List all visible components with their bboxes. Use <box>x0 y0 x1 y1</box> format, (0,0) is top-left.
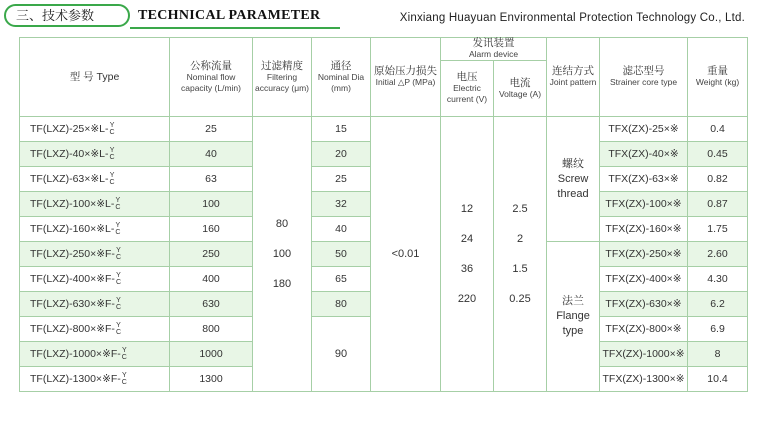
core-cell: TFX(ZX)-160×※ <box>600 217 688 242</box>
dia-cell: 65 <box>312 267 371 292</box>
model-cell: TF(LXZ)-1300×※F- Y C <box>20 367 170 392</box>
model-suffix: Y C <box>109 122 115 136</box>
accuracy-cell <box>253 117 312 392</box>
voltage-value: 24 <box>460 233 474 245</box>
col-dia-header: 通径 Nominal Dia (mm) <box>312 38 371 117</box>
weight-cell: 4.30 <box>688 267 748 292</box>
model-cell: TF(LXZ)-400×※F- Y C <box>20 267 170 292</box>
weight-cell: 0.82 <box>688 167 748 192</box>
col-current-header: 电流 Voltage (A) <box>494 61 547 117</box>
dia-cell: 40 <box>312 217 371 242</box>
model-suffix: Y C <box>115 247 121 261</box>
flow-cell: 40 <box>170 142 253 167</box>
company-name: Xinxiang Huayuan Environmental Protection Technology Co., Ltd. <box>399 12 745 24</box>
model-cell: TF(LXZ)-160×※L- Y C <box>20 217 170 242</box>
model-suffix: Y C <box>121 372 127 386</box>
table-body <box>20 117 748 392</box>
flow-cell: 630 <box>170 292 253 317</box>
core-cell: TFX(ZX)-63×※ <box>600 167 688 192</box>
accuracy-value: 180 <box>272 278 292 290</box>
dia-cell: 20 <box>312 142 371 167</box>
accuracy-value: 80 <box>275 218 289 230</box>
current-value: 2.5 <box>512 203 528 215</box>
col-accuracy-header: 过滤精度 Filtering accuracy (μm) <box>253 38 312 117</box>
weight-cell: 0.87 <box>688 192 748 217</box>
voltage-value: 36 <box>460 263 474 275</box>
dia-cell: 15 <box>312 117 371 142</box>
weight-cell: 1.75 <box>688 217 748 242</box>
flow-cell: 160 <box>170 217 253 242</box>
dia-cell: 32 <box>312 192 371 217</box>
flow-cell: 100 <box>170 192 253 217</box>
col-weight-header: 重量 Weight (kg) <box>688 38 748 117</box>
model-cell: TF(LXZ)-630×※F- Y C <box>20 292 170 317</box>
dia-cell: 50 <box>312 242 371 267</box>
model-suffix: Y C <box>115 322 121 336</box>
model-cell: TF(LXZ)-250×※F- Y C <box>20 242 170 267</box>
model-cell: TF(LXZ)-100×※L- Y C <box>20 192 170 217</box>
flow-cell: 25 <box>170 117 253 142</box>
dia-cell: 25 <box>312 167 371 192</box>
core-cell: TFX(ZX)-400×※ <box>600 267 688 292</box>
current-cell <box>494 117 547 392</box>
flow-cell: 63 <box>170 167 253 192</box>
model-cell: TF(LXZ)-63×※L- Y C <box>20 167 170 192</box>
flow-cell: 250 <box>170 242 253 267</box>
core-cell: TFX(ZX)-630×※ <box>600 292 688 317</box>
current-value: 0.25 <box>509 293 531 305</box>
weight-cell: 6.9 <box>688 317 748 342</box>
model-cell: TF(LXZ)-1000×※F- Y C <box>20 342 170 367</box>
core-cell: TFX(ZX)-100×※ <box>600 192 688 217</box>
dia-cell: 90 <box>312 317 371 392</box>
model-suffix: Y C <box>109 147 115 161</box>
page-header <box>0 0 771 36</box>
current-value: 1.5 <box>512 263 528 275</box>
flow-cell: 400 <box>170 267 253 292</box>
flow-cell: 1000 <box>170 342 253 367</box>
col-model-header: 型 号 Type <box>20 38 170 117</box>
flow-cell: 1300 <box>170 367 253 392</box>
model-cell: TF(LXZ)-40×※L- Y C <box>20 142 170 167</box>
voltage-value: 220 <box>457 293 477 305</box>
title-underline <box>130 27 340 29</box>
section-title: TECHNICAL PARAMETER <box>138 8 321 23</box>
col-voltage-header: 电压 Electric current (V) <box>441 61 494 117</box>
model-cell: TF(LXZ)-25×※L- Y C <box>20 117 170 142</box>
pressure-cell: <0.01 <box>371 117 441 392</box>
core-cell: TFX(ZX)-1000×※ <box>600 342 688 367</box>
model-suffix: Y C <box>115 297 121 311</box>
col-pressure-header: 原始压力损失 Initial △P (MPa) <box>371 38 441 117</box>
col-alarm-header: 发讯装置 Alarm device <box>441 38 547 61</box>
section-label: 三、技术参数 <box>4 4 130 27</box>
weight-cell: 0.4 <box>688 117 748 142</box>
voltage-value: 12 <box>460 203 474 215</box>
dia-cell: 80 <box>312 292 371 317</box>
weight-cell: 0.45 <box>688 142 748 167</box>
core-cell: TFX(ZX)-25×※ <box>600 117 688 142</box>
table-row <box>20 117 748 142</box>
weight-cell: 6.2 <box>688 292 748 317</box>
model-suffix: Y C <box>109 172 115 186</box>
core-cell: TFX(ZX)-250×※ <box>600 242 688 267</box>
col-core-header: 滤芯型号 Strainer core type <box>600 38 688 117</box>
core-cell: TFX(ZX)-40×※ <box>600 142 688 167</box>
current-value: 2 <box>516 233 524 245</box>
model-suffix: Y C <box>115 197 121 211</box>
weight-cell: 10.4 <box>688 367 748 392</box>
col-joint-header: 连结方式 Joint pattern <box>547 38 600 117</box>
col-flow-header: 公称流量 Nominal flow capacity (L/min) <box>170 38 253 117</box>
weight-cell: 8 <box>688 342 748 367</box>
model-suffix: Y C <box>115 222 121 236</box>
core-cell: TFX(ZX)-800×※ <box>600 317 688 342</box>
model-suffix: Y C <box>121 347 127 361</box>
model-cell: TF(LXZ)-800×※F- Y C <box>20 317 170 342</box>
weight-cell: 2.60 <box>688 242 748 267</box>
accuracy-value: 100 <box>272 248 292 260</box>
flow-cell: 800 <box>170 317 253 342</box>
joint-cell-screw: 螺纹 Screw thread <box>547 117 600 242</box>
core-cell: TFX(ZX)-1300×※ <box>600 367 688 392</box>
technical-parameter-table <box>19 37 748 392</box>
joint-cell-flange: 法兰 Flange type <box>547 242 600 392</box>
model-suffix: Y C <box>115 272 121 286</box>
voltage-cell <box>441 117 494 392</box>
